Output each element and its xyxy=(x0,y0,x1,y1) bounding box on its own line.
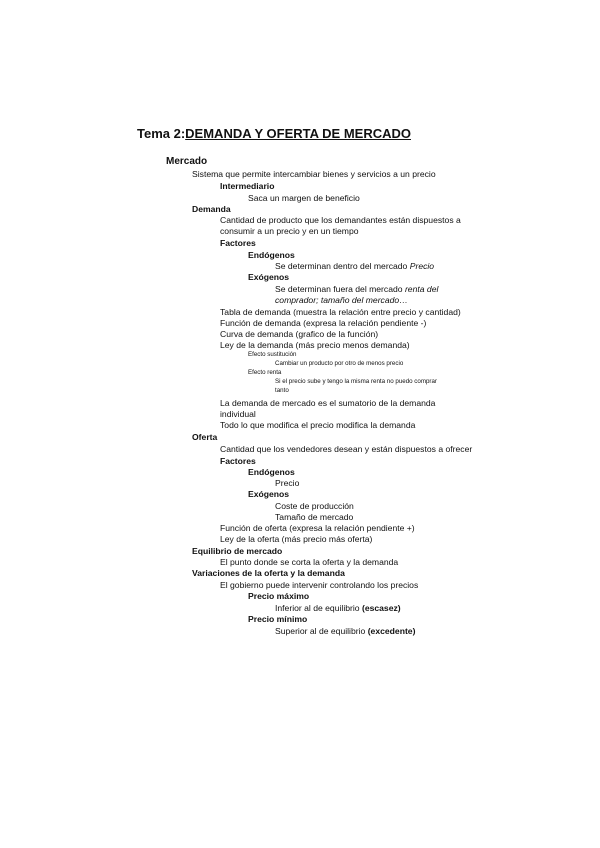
text-line: Coste de producción xyxy=(275,501,354,511)
text-line: El gobierno puede intervenir controlando los precios xyxy=(220,580,419,590)
text-fragment-italic: Precio xyxy=(409,261,435,271)
text-line: Cantidad que los vendedores desean y están dispuestos a ofrecer xyxy=(220,444,473,454)
text-line xyxy=(275,284,438,294)
text-line: Función de demanda (expresa la relación pendiente -) xyxy=(220,318,427,328)
text-line: Tamaño de mercado xyxy=(275,512,354,522)
subheading-factores: Factores xyxy=(220,238,256,248)
heading-equilibrio: Equilibrio de mercado xyxy=(192,546,283,556)
subheading-endogenos: Endógenos xyxy=(248,250,295,260)
text-line: Ley de la oferta (más precio más oferta) xyxy=(220,534,373,544)
text-line: La demanda de mercado es el sumatorio de la demanda xyxy=(220,398,436,408)
text-line xyxy=(275,603,401,613)
title-prefix: Tema 2: xyxy=(137,126,186,141)
subheading-intermediario: Intermediario xyxy=(220,181,275,191)
text-line xyxy=(275,261,434,271)
heading-demanda: Demanda xyxy=(192,204,231,214)
heading-variaciones: Variaciones de la oferta y la demanda xyxy=(192,568,345,578)
text-fragment-bold: (escasez) xyxy=(361,603,401,613)
text-fragment: Se determinan dentro del mercado xyxy=(275,261,410,271)
text-line: Tabla de demanda (muestra la relación entre precio y cantidad) xyxy=(220,307,461,317)
text-fragment: Se determinan fuera del mercado xyxy=(275,284,405,294)
text-line: Curva de demanda (grafico de la función) xyxy=(220,329,379,339)
subheading-precio-maximo: Precio máximo xyxy=(248,591,310,601)
subheading-exogenos: Exógenos xyxy=(248,489,290,499)
small-text-line: Efecto renta xyxy=(248,369,282,376)
small-text-line: tanto xyxy=(275,387,289,394)
text-line xyxy=(275,626,415,636)
text-line: consumir a un precio y en un tiempo xyxy=(220,226,359,236)
text-line: Función de oferta (expresa la relación pendiente +) xyxy=(220,523,415,533)
subheading-factores: Factores xyxy=(220,456,256,466)
small-text-line: Efecto sustitución xyxy=(248,351,297,358)
heading-mercado: Mercado xyxy=(166,156,208,167)
small-text-line: Si el precio sube y tengo la misma renta no puedo comprar xyxy=(275,378,437,385)
text-fragment-italic: renta del xyxy=(404,284,439,294)
title-main: DEMANDA Y OFERTA DE MERCADO xyxy=(185,126,411,141)
document-title xyxy=(137,126,411,141)
text-fragment: Superior al de equilibrio xyxy=(275,626,368,636)
text-line: comprador; tamaño del mercado… xyxy=(275,295,408,305)
text-line: individual xyxy=(220,409,256,419)
subheading-precio-minimo: Precio mínimo xyxy=(248,614,308,624)
text-line: Todo lo que modifica el precio modifica la demanda xyxy=(220,420,416,430)
text-fragment-bold: (excedente) xyxy=(367,626,416,636)
text-line: Ley de la demanda (más precio menos demanda) xyxy=(220,340,410,350)
text-fragment: Inferior al de equilibrio xyxy=(275,603,362,613)
text-line: Cantidad de producto que los demandantes están dispuestos a xyxy=(220,215,461,225)
text-line: Saca un margen de beneficio xyxy=(248,193,360,203)
text-line: Precio xyxy=(275,478,300,488)
text-line: El punto donde se corta la oferta y la demanda xyxy=(220,557,399,567)
small-text-line: Cambiar un producto por otro de menos precio xyxy=(275,360,404,367)
subheading-exogenos: Exógenos xyxy=(248,272,290,282)
heading-oferta: Oferta xyxy=(192,432,218,442)
text-line: Sistema que permite intercambiar bienes y servicios a un precio xyxy=(192,169,436,179)
subheading-endogenos: Endógenos xyxy=(248,467,295,477)
